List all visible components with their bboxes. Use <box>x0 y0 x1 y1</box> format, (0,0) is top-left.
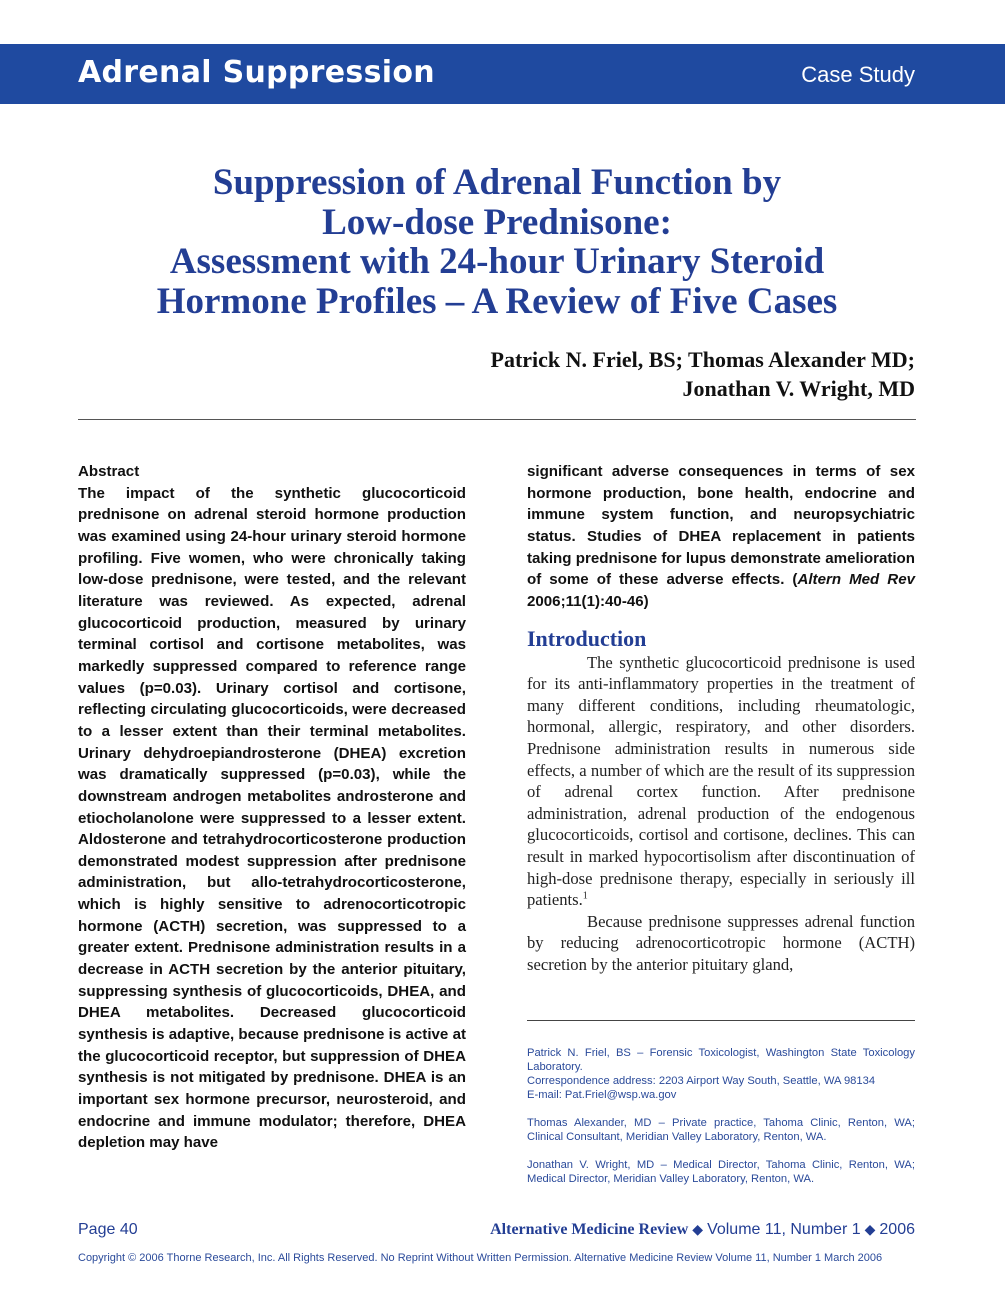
article-title <box>78 163 916 321</box>
journal-reference <box>490 1221 915 1239</box>
footnote-text: Patrick N. Friel, BS – Forensic Toxicologist, Washington State Toxicology Laboratory. <box>527 1047 915 1073</box>
author-line: Jonathan V. Wright, MD <box>682 376 915 401</box>
article-type: Case Study <box>801 62 915 87</box>
intro-paragraph-text: The synthetic glucocorticoid prednisone is used for its anti-inflammatory properties in the treatment of many different conditions, including rheumatologic, hormonal, allergic, respiratory, and other disorders. Prednisone administration results in numerous side effects, a number of which are the result of its suppression of adrenal cortex function. After prednisone administration, adrenal production of the endogenous glucocorticoids, cortisol and cortisone, declines. This can result in marked hypocortisolism after discontinuation of high-dose prednisone therapy, especially in seriously ill patients. <box>527 652 915 910</box>
reference-marker[interactable]: 1 <box>582 890 588 902</box>
intro-paragraph <box>527 652 915 911</box>
journal-name: Alternative Medicine Review <box>490 1221 689 1238</box>
title-line: Hormone Profiles – A Review of Five Cases <box>156 280 838 322</box>
citation-journal: Altern Med Rev <box>797 571 915 589</box>
footnote-wright: Jonathan V. Wright, MD – Medical Director, Tahoma Clinic, Renton, WA; Medical Director, Meridian Valley Laboratory, Renton, WA. <box>527 1159 915 1185</box>
header-divider <box>78 419 916 420</box>
title-line: Low-dose Prednisone: <box>322 201 672 243</box>
footnote-friel <box>527 1046 915 1102</box>
abstract-continuation <box>527 461 915 613</box>
page-number: Page 40 <box>78 1221 138 1238</box>
footnotes <box>527 1046 915 1200</box>
header-banner <box>0 44 1005 104</box>
title-line: Assessment with 24-hour Urinary Steroid <box>169 241 825 282</box>
copyright-notice: Copyright © 2006 Thorne Research, Inc. All Rights Reserved. No Reprint Without Written Permission. Alternative Medicine Review Volume 11, Number 1 March 2006 <box>78 1252 883 1264</box>
abstract-body: The impact of the synthetic glucocorticoid prednisone on adrenal steroid hormone production was examined using 24-hour urinary steroid hormone profiling. Five women, who were chronically taking low-dose prednisone, were tested, and the relevant literature was reviewed. As expected, adrenal glucocorticoid production, measured by urinary terminal cortisol and cortisone metabolites, was markedly suppressed compared to reference range values (p=0.03). Urinary cortisol and cortisone, reflecting circulating glucocorticoids, were decreased to a lesser extent than their terminal metabolites. Urinary dehydroepiandrosterone (DHEA) excretion was dramatically suppressed (p=0.03), while the downstream androgen metabolites androsterone and etiocholanolone were suppressed to a lesser extent. Aldosterone and tetrahydrocorticosterone production demonstrated modest suppression after prednisone administration, but allo-tetrahydrocorticosterone, which is highly sensitive to adrenocorticotropic hormone (ACTH) secretion, was suppressed to a greater extent. Prednisone administration results in a decrease in ACTH secretion by the anterior pituitary, suppressing synthesis of glucocorticoids, DHEA, and DHEA metabolites. Decreased glucocorticoid synthesis is adaptive, because prednisone is active at the glucocorticoid receptor, but suppression of DHEA synthesis is not mitigated by prednisone. DHEA is an important sex hormone precursor, neurosteroid, and endocrine and immune modulator; therefore, DHEA depletion may have <box>78 484 466 1152</box>
citation-open: ( <box>792 571 798 589</box>
email-address[interactable]: E-mail: Pat.Friel@wsp.wa.gov <box>527 1089 677 1101</box>
right-column <box>527 461 915 976</box>
section-title: Adrenal Suppression <box>78 55 435 90</box>
diamond-icon: ◆ <box>692 1222 704 1238</box>
citation-details: 2006;11(1):40-46) <box>527 592 649 610</box>
abstract-heading: Abstract <box>78 463 140 480</box>
diamond-icon: ◆ <box>864 1222 876 1238</box>
correspondence-address: Correspondence address: 2203 Airport Way South, Seattle, WA 98134 <box>527 1075 876 1087</box>
intro-paragraph: Because prednisone suppresses adrenal function by reducing adrenocorticotropic hormone (ACTH) secretion by the anterior pituitary gland, <box>527 911 915 974</box>
title-line: Suppression of Adrenal Function by <box>212 162 782 203</box>
publication-year: 2006 <box>879 1221 915 1238</box>
introduction-heading: Introduction <box>527 625 647 651</box>
volume-info: Volume 11, Number 1 <box>707 1221 861 1238</box>
author-list <box>315 345 915 403</box>
abstract-column <box>78 461 466 1154</box>
abstract-body-continued: significant adverse consequences in terms of sex hormone production, bone health, endocrine and immune system function, and neuropsychiatric status. Studies of DHEA replacement in patients taking prednisone for lupus demonstrate amelioration of some of these adverse effects. <box>527 463 915 589</box>
footnote-divider <box>527 1020 915 1021</box>
footnote-alexander: Thomas Alexander, MD – Private practice, Tahoma Clinic, Renton, WA; Clinical Consultant, Meridian Valley Laboratory, Renton, WA. <box>527 1117 915 1143</box>
author-line: Patrick N. Friel, BS; Thomas Alexander MD; <box>490 347 915 372</box>
